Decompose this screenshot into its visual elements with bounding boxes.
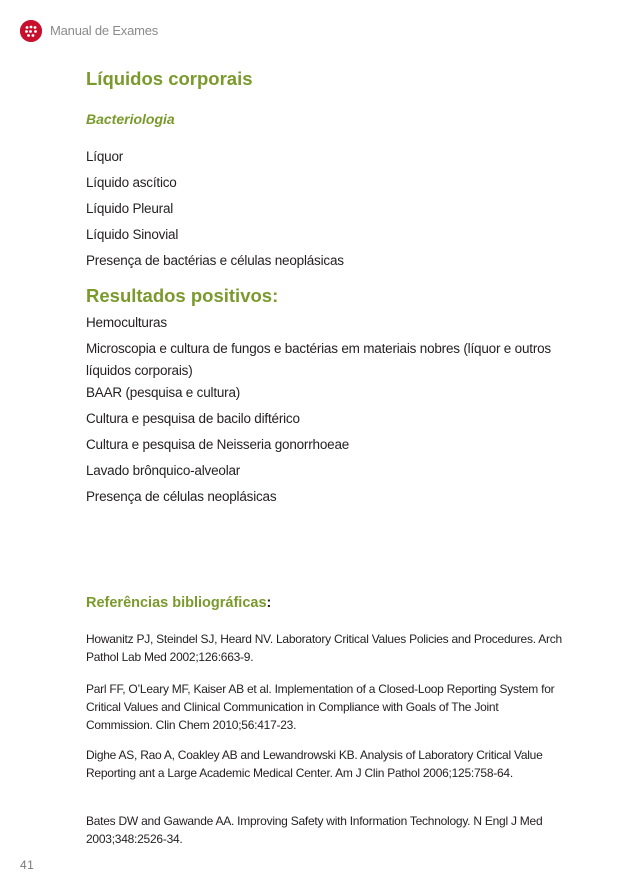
dotted-circle-logo-icon bbox=[20, 20, 42, 42]
reference-item: Dighe AS, Rao A, Coakley AB and Lewandrowski KB. Analysis of Laboratory Critical Value Reporting ant a Large Academic Medical Center. Am J Clin Pathol 2006;125:758-64. bbox=[86, 748, 543, 780]
list-item: Líquido Pleural bbox=[86, 201, 174, 216]
list-item: Presença de células neoplásicas bbox=[86, 489, 277, 504]
section-title: Líquidos corporais bbox=[86, 68, 253, 89]
list-item: Líquor bbox=[86, 149, 124, 164]
list-item: Microscopia e cultura de fungos e bactérias em materiais nobres (líquor e outros líquidos corporais) bbox=[86, 341, 551, 378]
header-title: Manual de Exames bbox=[50, 23, 159, 38]
list-item: Cultura e pesquisa de Neisseria gonorrhoeae bbox=[86, 437, 350, 452]
list-item: BAAR (pesquisa e cultura) bbox=[86, 385, 241, 400]
list-item: Presença de bactérias e células neoplásicas bbox=[86, 253, 344, 268]
list-item: Líquido ascítico bbox=[86, 175, 177, 190]
page-number: 41 bbox=[20, 858, 35, 872]
list-item: Líquido Sinovial bbox=[86, 227, 179, 242]
references-title-text: Referências bibliográficas bbox=[86, 595, 267, 611]
positives-title: Resultados positivos: bbox=[86, 285, 279, 306]
section-subtitle: Bacteriologia bbox=[86, 111, 175, 127]
reference-item: Bates DW and Gawande AA. Improving Safety with Information Technology. N Engl J Med 2003;348:2526-34. bbox=[86, 814, 543, 846]
list-item: Cultura e pesquisa de bacilo diftérico bbox=[86, 411, 300, 426]
reference-item: Parl FF, O’Leary MF, Kaiser AB et al. Implementation of a Closed-Loop Reporting System for Critical Values and Clinical Communication in Compliance with Goals of The Joint Commission. Clin Chem 2010;56:417-23. bbox=[86, 682, 555, 732]
references-title-colon: : bbox=[266, 595, 272, 611]
references-title bbox=[86, 595, 271, 611]
list-item: Lavado brônquico-alveolar bbox=[86, 463, 241, 478]
list-item: Hemoculturas bbox=[86, 315, 167, 330]
reference-item: Howanitz PJ, Steindel SJ, Heard NV. Laboratory Critical Values Policies and Procedures. Arch Pathol Lab Med 2002;126:663-9. bbox=[86, 632, 562, 664]
